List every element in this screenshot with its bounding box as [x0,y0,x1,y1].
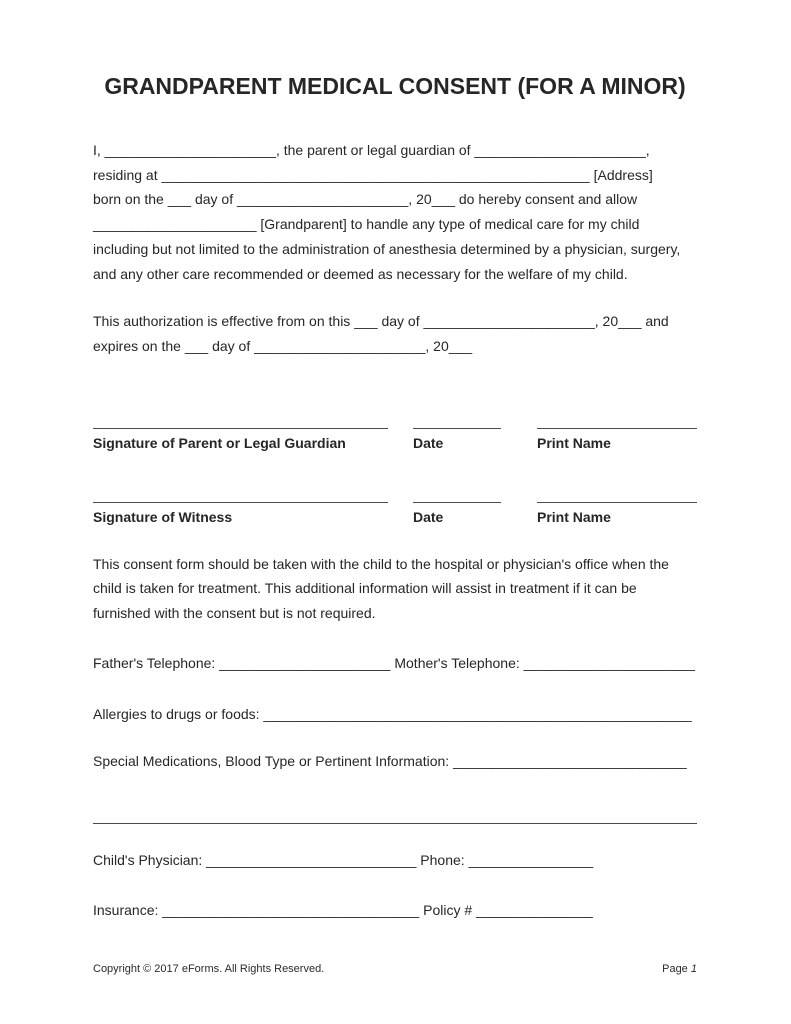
signature-parent-date-line [413,428,501,429]
physician-phone-blank: ________________ [468,851,594,868]
text-line: residing at _______________________________________________________ [Address] [93,166,653,183]
text-line: I, ______________________, the parent or legal guardian of ______________________, [93,142,650,158]
text-line: This consent form should be taken with the child to the hospital or physician's office when the [93,555,669,572]
authorization-paragraph [93,309,697,358]
childs-physician-label: Child's Physician: [93,851,203,868]
signature-witness-print-line [537,502,697,503]
signature-witness-print-label: Print Name [537,508,611,525]
text-line: furnished with the consent but is not required. [93,605,376,622]
text-line: This authorization is effective from on this ___ day of ______________________, 20___ and [93,313,669,330]
copyright-text: Copyright © 2017 eForms. All Rights Reserved. [93,963,325,976]
insurance-row [93,898,697,923]
signature-parent-date-column [413,428,501,452]
allergies-row [93,702,697,727]
text-line: born on the ___ day of ______________________, 20___ do hereby consent and allow [93,191,638,208]
text-line: child is taken for treatment. This additional information will assist in treatment if it can be [93,580,637,597]
text-line: including but not limited to the administration of anesthesia determined by a physician, surgery, [93,240,681,257]
physician-row [93,848,697,873]
fathers-telephone-blank: ______________________ [219,654,391,671]
mothers-telephone-blank: ______________________ [523,654,695,671]
signature-parent-print-line [537,428,697,429]
signature-parent-print-label: Print Name [537,434,611,451]
policy-number-label: Policy # [423,901,473,918]
signature-witness-column [93,502,388,526]
signature-witness-label: Signature of Witness [93,508,233,525]
policy-number-blank: _______________ [476,901,593,918]
page-number-value: 1 [690,963,697,976]
signature-witness-line [93,502,388,503]
special-medications-row [93,749,697,774]
page-number-label: Page [662,963,688,976]
special-medications-label: Special Medications, Blood Type or Pertinent Information: [93,753,450,770]
signature-parent-date-label: Date [413,434,444,451]
consent-paragraph [93,138,697,286]
childs-physician-blank: ___________________________ [206,851,417,868]
allergies-blank: _______________________________________________________ [263,706,692,723]
text-line: _____________________ [Grandparent] to handle any type of medical care for my child [93,216,640,233]
signature-witness-date-column [413,502,501,526]
physician-phone-label: Phone: [420,851,465,868]
allergies-label: Allergies to drugs or foods: [93,706,260,723]
special-medications-blank: ______________________________ [453,753,687,770]
mothers-telephone-label: Mother's Telephone: [394,654,520,671]
telephones-row [93,651,697,676]
signature-block-parent [93,428,697,452]
fathers-telephone-label: Father's Telephone: [93,654,216,671]
text-line: expires on the ___ day of ______________________, 20___ [93,337,473,354]
page-number [662,962,697,976]
insurance-blank: _________________________________ [162,901,420,918]
insurance-label: Insurance: [93,901,159,918]
signature-parent-print-column [537,428,697,452]
document-title: GRANDPARENT MEDICAL CONSENT (FOR A MINOR) [104,73,686,99]
signature-witness-date-label: Date [413,508,444,525]
text-line: and any other care recommended or deemed as necessary for the welfare of my child. [93,265,628,282]
signature-parent-column [93,428,388,452]
signature-witness-print-column [537,502,697,526]
signature-block-witness [93,502,697,526]
signature-witness-date-line [413,502,501,503]
info-paragraph [93,552,697,626]
additional-info-line [93,823,697,824]
signature-parent-label: Signature of Parent or Legal Guardian [93,434,346,451]
signature-parent-line [93,428,388,429]
page-footer [93,962,697,976]
